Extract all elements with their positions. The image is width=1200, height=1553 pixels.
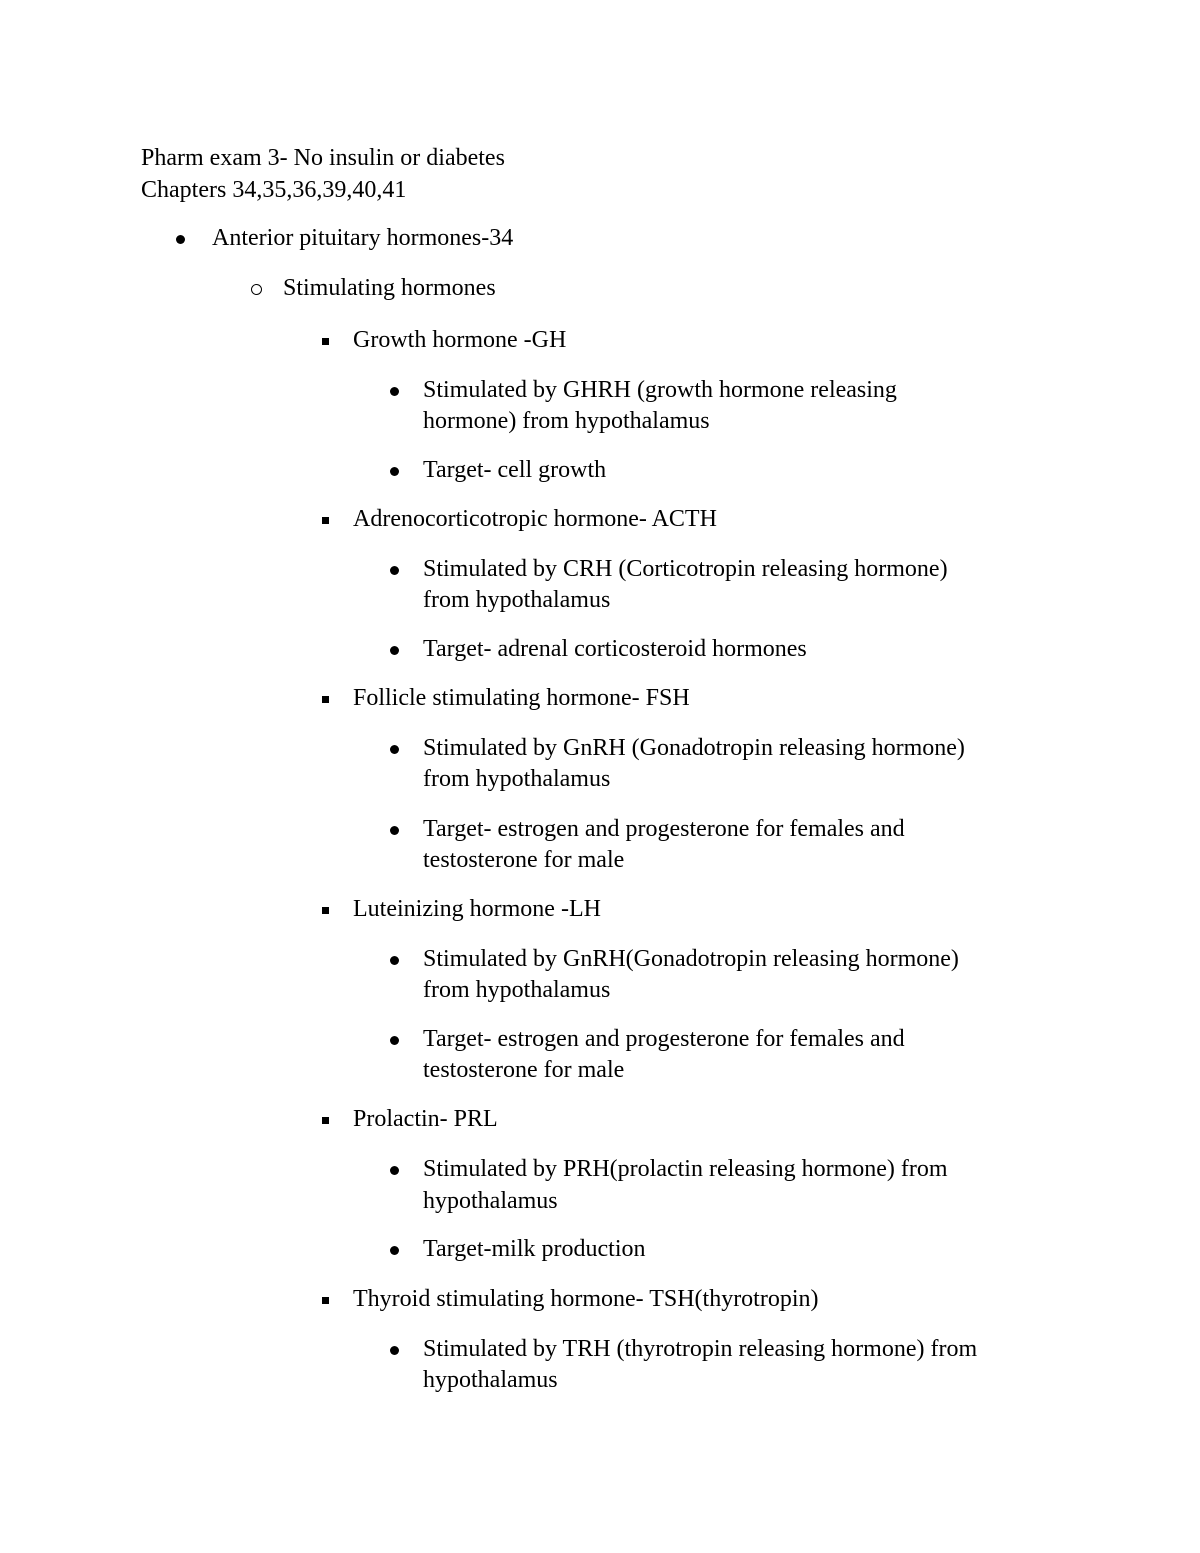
hormone-lh-label: Luteinizing hormone -LH	[353, 896, 601, 922]
hormone-tsh-label: Thyroid stimulating hormone- TSH(thyrotropin)	[353, 1286, 819, 1312]
document-title: Pharm exam 3- No insulin or diabetes	[141, 145, 505, 171]
bullet-dot-icon	[386, 943, 402, 975]
bullet-square-icon	[318, 324, 332, 356]
prl-target: Target-milk production	[423, 1236, 646, 1262]
bullet-dot-icon	[386, 1333, 402, 1365]
gh-stimulus-line1: Stimulated by GHRH (growth hormone releasing	[423, 377, 897, 403]
acth-stimulus-line1: Stimulated by CRH (Corticotropin releasing hormone)	[423, 556, 948, 582]
prl-stimulus-line2: hypothalamus	[423, 1188, 558, 1214]
fsh-stimulus-line1: Stimulated by GnRH (Gonadotropin releasing hormone)	[423, 735, 965, 761]
hormone-acth-label: Adrenocorticotropic hormone- ACTH	[353, 506, 717, 532]
bullet-dot-icon	[386, 732, 402, 764]
bullet-dot-icon	[386, 374, 402, 406]
bullet-dot-icon	[386, 1023, 402, 1055]
tsh-stimulus-line2: hypothalamus	[423, 1367, 558, 1393]
bullet-dot-icon	[386, 454, 402, 486]
bullet-dot-icon	[172, 222, 188, 254]
lh-stimulus-line2: from hypothalamus	[423, 977, 611, 1003]
bullet-square-icon	[318, 1103, 332, 1135]
gh-target: Target- cell growth	[423, 457, 607, 483]
bullet-dot-icon	[386, 633, 402, 665]
acth-stimulus-line2: from hypothalamus	[423, 587, 611, 613]
bullet-dot-icon	[386, 553, 402, 585]
bullet-dot-icon	[386, 813, 402, 845]
outline-l1-item: Anterior pituitary hormones-34	[212, 225, 514, 251]
fsh-target-line2: testosterone for male	[423, 847, 625, 873]
hormone-gh-label: Growth hormone -GH	[353, 327, 567, 353]
bullet-square-icon	[318, 893, 332, 925]
prl-stimulus-line1: Stimulated by PRH(prolactin releasing hormone) from	[423, 1156, 948, 1182]
hormone-fsh-label: Follicle stimulating hormone- FSH	[353, 685, 690, 711]
bullet-square-icon	[318, 503, 332, 535]
bullet-square-icon	[318, 682, 332, 714]
bullet-dot-icon	[386, 1153, 402, 1185]
outline-l2-item: Stimulating hormones	[283, 275, 496, 301]
gh-stimulus-line2: hormone) from hypothalamus	[423, 408, 710, 434]
lh-stimulus-line1: Stimulated by GnRH(Gonadotropin releasing hormone)	[423, 946, 959, 972]
bullet-dot-icon	[386, 1233, 402, 1265]
fsh-stimulus-line2: from hypothalamus	[423, 766, 611, 792]
lh-target-line1: Target- estrogen and progesterone for females and	[423, 1026, 905, 1052]
bullet-circle-icon	[248, 272, 264, 304]
tsh-stimulus-line1: Stimulated by TRH (thyrotropin releasing hormone) from	[423, 1336, 978, 1362]
fsh-target-line1: Target- estrogen and progesterone for females and	[423, 816, 905, 842]
lh-target-line2: testosterone for male	[423, 1057, 625, 1083]
acth-target: Target- adrenal corticosteroid hormones	[423, 636, 807, 662]
bullet-square-icon	[318, 1283, 332, 1315]
hormone-prl-label: Prolactin- PRL	[353, 1106, 498, 1132]
chapters-line: Chapters 34,35,36,39,40,41	[141, 177, 407, 203]
